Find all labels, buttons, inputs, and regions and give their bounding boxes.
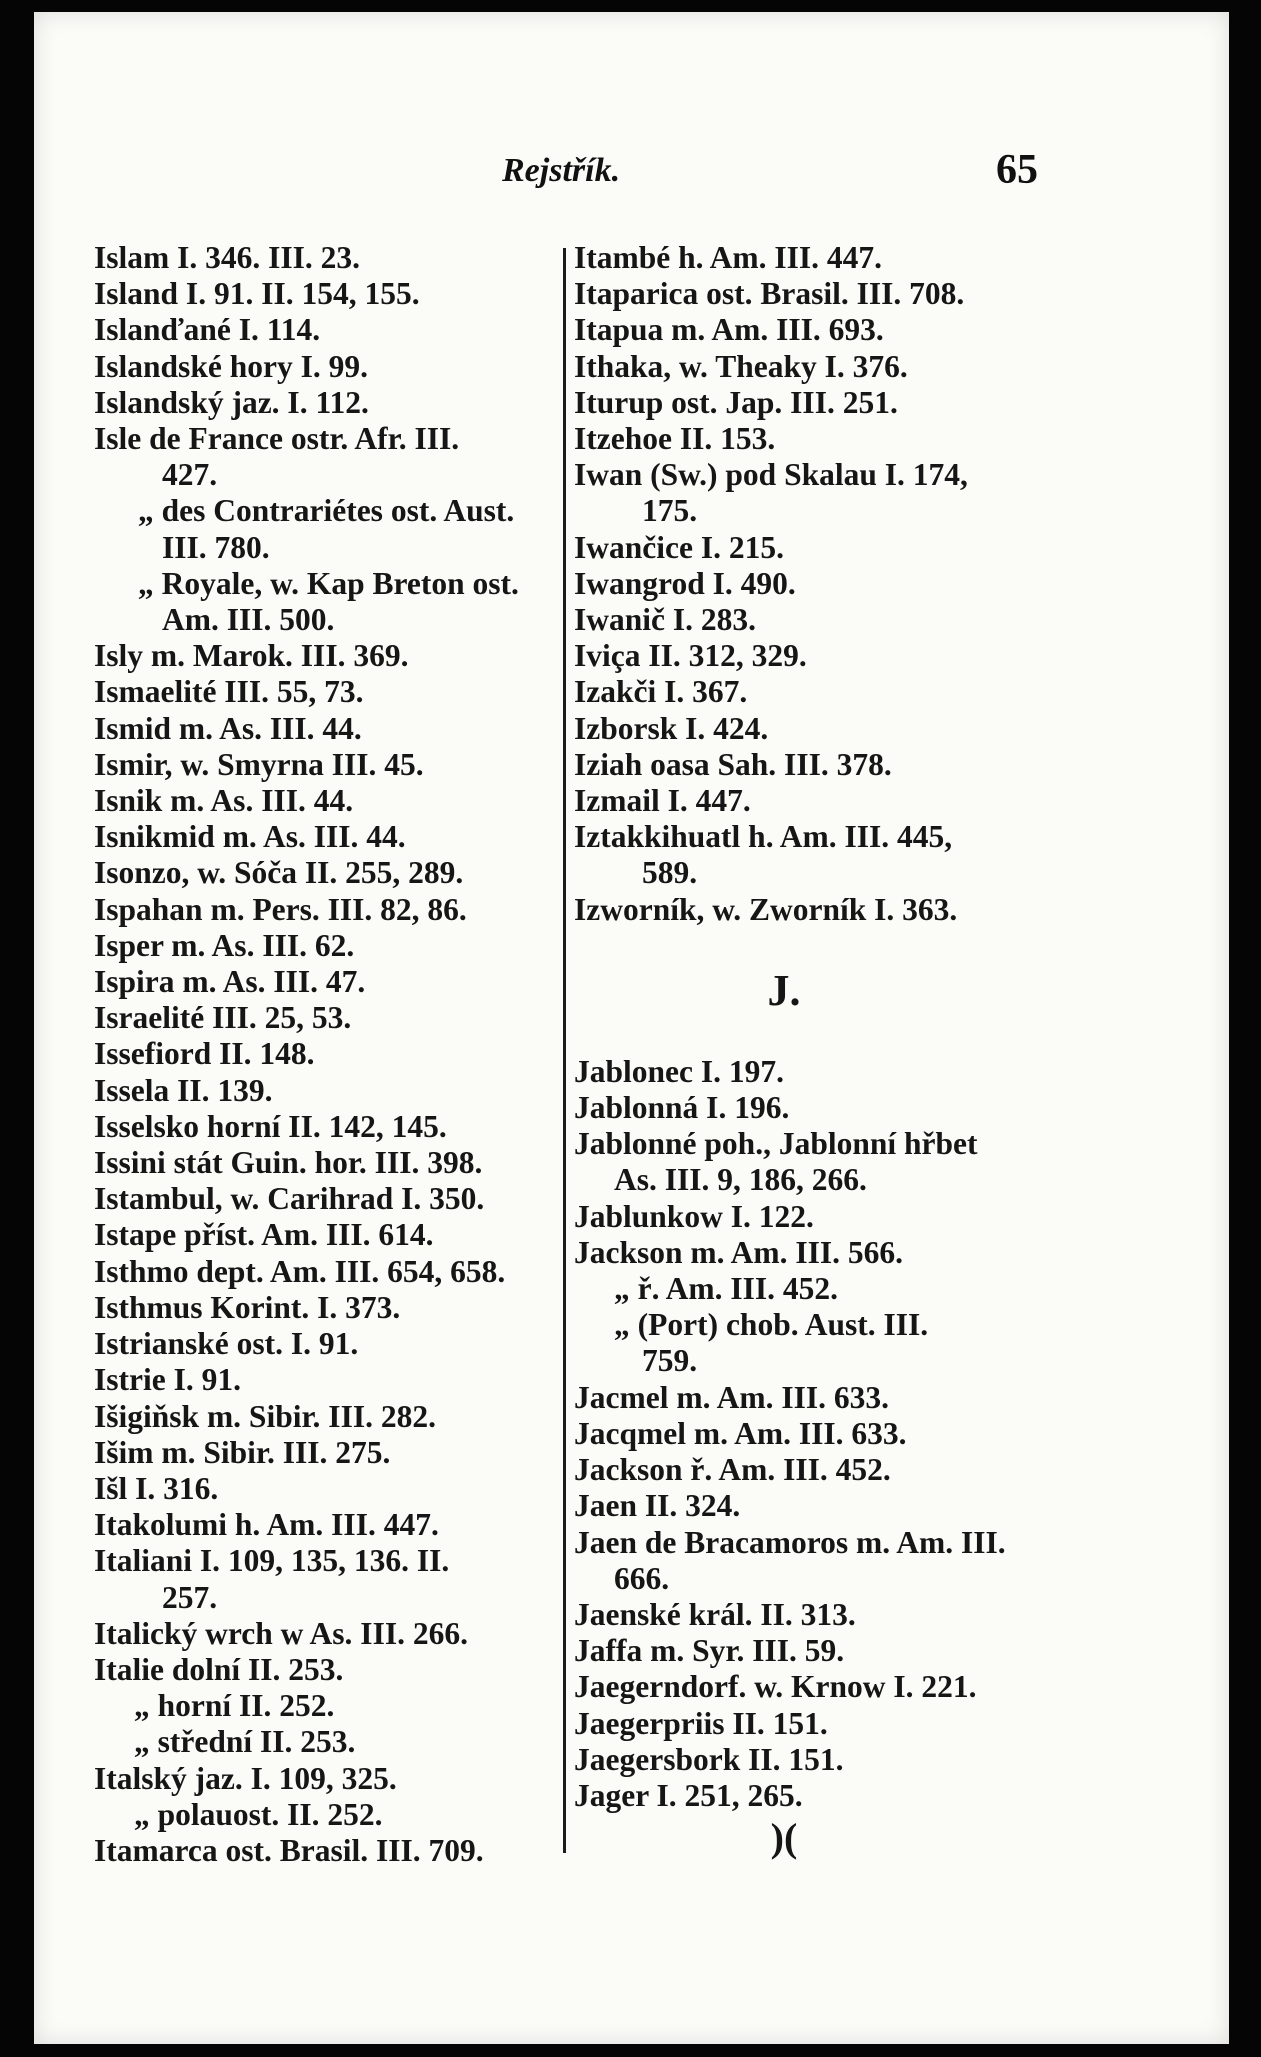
index-entry: Jacqmel m. Am. III. 633. [574, 1415, 907, 1451]
index-entry: Isselsko horní II. 142, 145. [94, 1108, 447, 1144]
index-entry: Isle de France ostr. Afr. III. [94, 421, 460, 457]
index-entry: Itakolumi h. Am. III. 447. [94, 1507, 439, 1543]
index-entry: Ispahan m. Pers. III. 82, 86. [94, 891, 467, 927]
index-entry: Istambul, w. Carihrad I. 350. [94, 1181, 485, 1217]
index-entry: Islanďané I. 114. [94, 312, 321, 348]
index-entry: Italický wrch w As. III. 266. [94, 1615, 468, 1651]
index-entry: Istrianské ost. I. 91. [94, 1326, 359, 1362]
index-entry: Jaenské král. II. 313. [574, 1596, 856, 1632]
index-entry: Išim m. Sibir. III. 275. [94, 1434, 391, 1470]
index-entry-continuation: 589. [642, 855, 698, 891]
index-entry: Jacmel m. Am. III. 633. [574, 1379, 889, 1415]
index-entry-continuation: 175. [642, 493, 698, 529]
index-entry: Izakči I. 367. [574, 674, 748, 710]
index-entry: Itambé h. Am. III. 447. [574, 240, 883, 275]
index-entry: Jaegerpriis II. 151. [574, 1705, 828, 1741]
index-entry: Istape příst. Am. III. 614. [94, 1217, 434, 1253]
index-entry: Itapua m. Am. III. 693. [574, 312, 884, 348]
index-entry: Italský jaz. I. 109, 325. [94, 1760, 397, 1796]
index-entry: Islandské hory I. 99. [94, 348, 368, 384]
index-entry: Isthmo dept. Am. III. 654, 658. [94, 1253, 506, 1289]
index-entry: Isnikmid m. As. III. 44. [94, 819, 406, 855]
column-divider [563, 248, 566, 1853]
index-entry: Ismid m. As. III. 44. [94, 710, 362, 746]
end-ornament: )( [770, 1815, 798, 1861]
index-entry: Iziah oasa Sah. III. 378. [574, 746, 892, 782]
index-entry: Iwanič I. 283. [574, 602, 757, 638]
index-entry: Ismaelité III. 55, 73. [94, 674, 364, 710]
index-entry: Ithaka, w. Theaky I. 376. [574, 348, 908, 384]
index-entry: Isly m. Marok. III. 369. [94, 638, 409, 674]
index-entry: Island I. 91. II. 154, 155. [94, 276, 420, 312]
index-entry: Iviça II. 312, 329. [574, 638, 807, 674]
index-entry: Išl I. 316. [94, 1470, 219, 1506]
running-head: Rejstřík. [502, 152, 621, 189]
index-entry: Ismir, w. Smyrna III. 45. [94, 746, 424, 782]
index-subentry: „ des Contrariétes ost. Aust. [138, 493, 515, 529]
index-entry: Iwan (Sw.) pod Skalau I. 174, [574, 457, 968, 493]
index-entry: Itamarca ost. Brasil. III. 709. [94, 1832, 484, 1868]
index-entry: Jablonné poh., Jablonní hřbet [574, 1126, 978, 1162]
index-subentry: „ ř. Am. III. 452. [614, 1271, 839, 1307]
index-column-left [94, 240, 584, 1869]
book-page [34, 12, 1229, 2044]
index-entry: Isper m. As. III. 62. [94, 927, 355, 963]
index-entry: Išigiňsk m. Sibir. III. 282. [94, 1398, 436, 1434]
index-entry: Isnik m. As. III. 44. [94, 783, 354, 819]
index-entry: Jaegerndorf. w. Krnow I. 221. [574, 1669, 977, 1705]
index-entry: Izmail I. 447. [574, 783, 751, 819]
index-column-right [574, 240, 1224, 1861]
index-entry: Jackson m. Am. III. 566. [574, 1234, 904, 1270]
index-entry: Itaparica ost. Brasil. III. 708. [574, 276, 965, 312]
index-entry-continuation: 427. [162, 457, 218, 493]
index-entry: Issela II. 139. [94, 1072, 273, 1108]
page-number: 65 [996, 147, 1038, 193]
index-entry: Jablunkow I. 122. [574, 1198, 814, 1234]
index-entry: Italie dolní II. 253. [94, 1651, 344, 1687]
index-entry: Itzehoe II. 153. [574, 421, 776, 457]
index-entry: Jaffa m. Syr. III. 59. [574, 1633, 845, 1669]
index-entry-continuation: Am. III. 500. [162, 602, 335, 638]
index-entry-continuation: 666. [614, 1560, 670, 1596]
index-entry-continuation: As. III. 9, 186, 266. [614, 1162, 867, 1198]
index-entry-continuation: 257. [162, 1579, 218, 1615]
index-entry-continuation: 759. [642, 1343, 698, 1379]
index-entry: Islandský jaz. I. 112. [94, 384, 369, 420]
index-entry: Jablonná I. 196. [574, 1090, 790, 1126]
index-entry-continuation: III. 780. [162, 529, 270, 565]
index-entry: Jaen de Bracamoros m. Am. III. [574, 1524, 1006, 1560]
index-entry: Iturup ost. Jap. III. 251. [574, 384, 898, 420]
index-entry: Iwančice I. 215. [574, 529, 784, 565]
index-subentry: „ polauost. II. 252. [134, 1796, 383, 1832]
index-entry: Izworník, w. Zworník I. 363. [574, 891, 958, 927]
index-subentry: „ střední II. 253. [134, 1724, 356, 1760]
index-subentry: „ Royale, w. Kap Breton ost. [138, 565, 519, 601]
index-entry: Istrie I. 91. [94, 1362, 241, 1398]
index-entry: Ispira m. As. III. 47. [94, 964, 366, 1000]
index-entry: Islam I. 346. III. 23. [94, 240, 361, 275]
index-entry: Israelité III. 25, 53. [94, 1000, 352, 1036]
index-entry: Jaen II. 324. [574, 1488, 741, 1524]
index-subentry: „ (Port) chob. Aust. III. [614, 1307, 929, 1343]
index-subentry: „ horní II. 252. [134, 1688, 335, 1724]
index-entry: Iztakkihuatl h. Am. III. 445, [574, 819, 953, 855]
index-entry: Isonzo, w. Sóča II. 255, 289. [94, 855, 464, 891]
index-entry: Jackson ř. Am. III. 452. [574, 1452, 891, 1488]
index-entry: Jager I. 251, 265. [574, 1777, 803, 1813]
index-entry: Iwangrod I. 490. [574, 565, 796, 601]
index-entry: Italiani I. 109, 135, 136. II. [94, 1543, 450, 1579]
index-entry: Izborsk I. 424. [574, 710, 769, 746]
index-entry: Jaegersbork II. 151. [574, 1741, 844, 1777]
index-entry: Jablonec I. 197. [574, 1053, 785, 1089]
index-entry: Issefiord II. 148. [94, 1036, 315, 1072]
section-letter-heading: J. [767, 965, 801, 1015]
index-entry: Isthmus Korint. I. 373. [94, 1289, 401, 1325]
index-entry: Issini stát Guin. hor. III. 398. [94, 1145, 483, 1181]
